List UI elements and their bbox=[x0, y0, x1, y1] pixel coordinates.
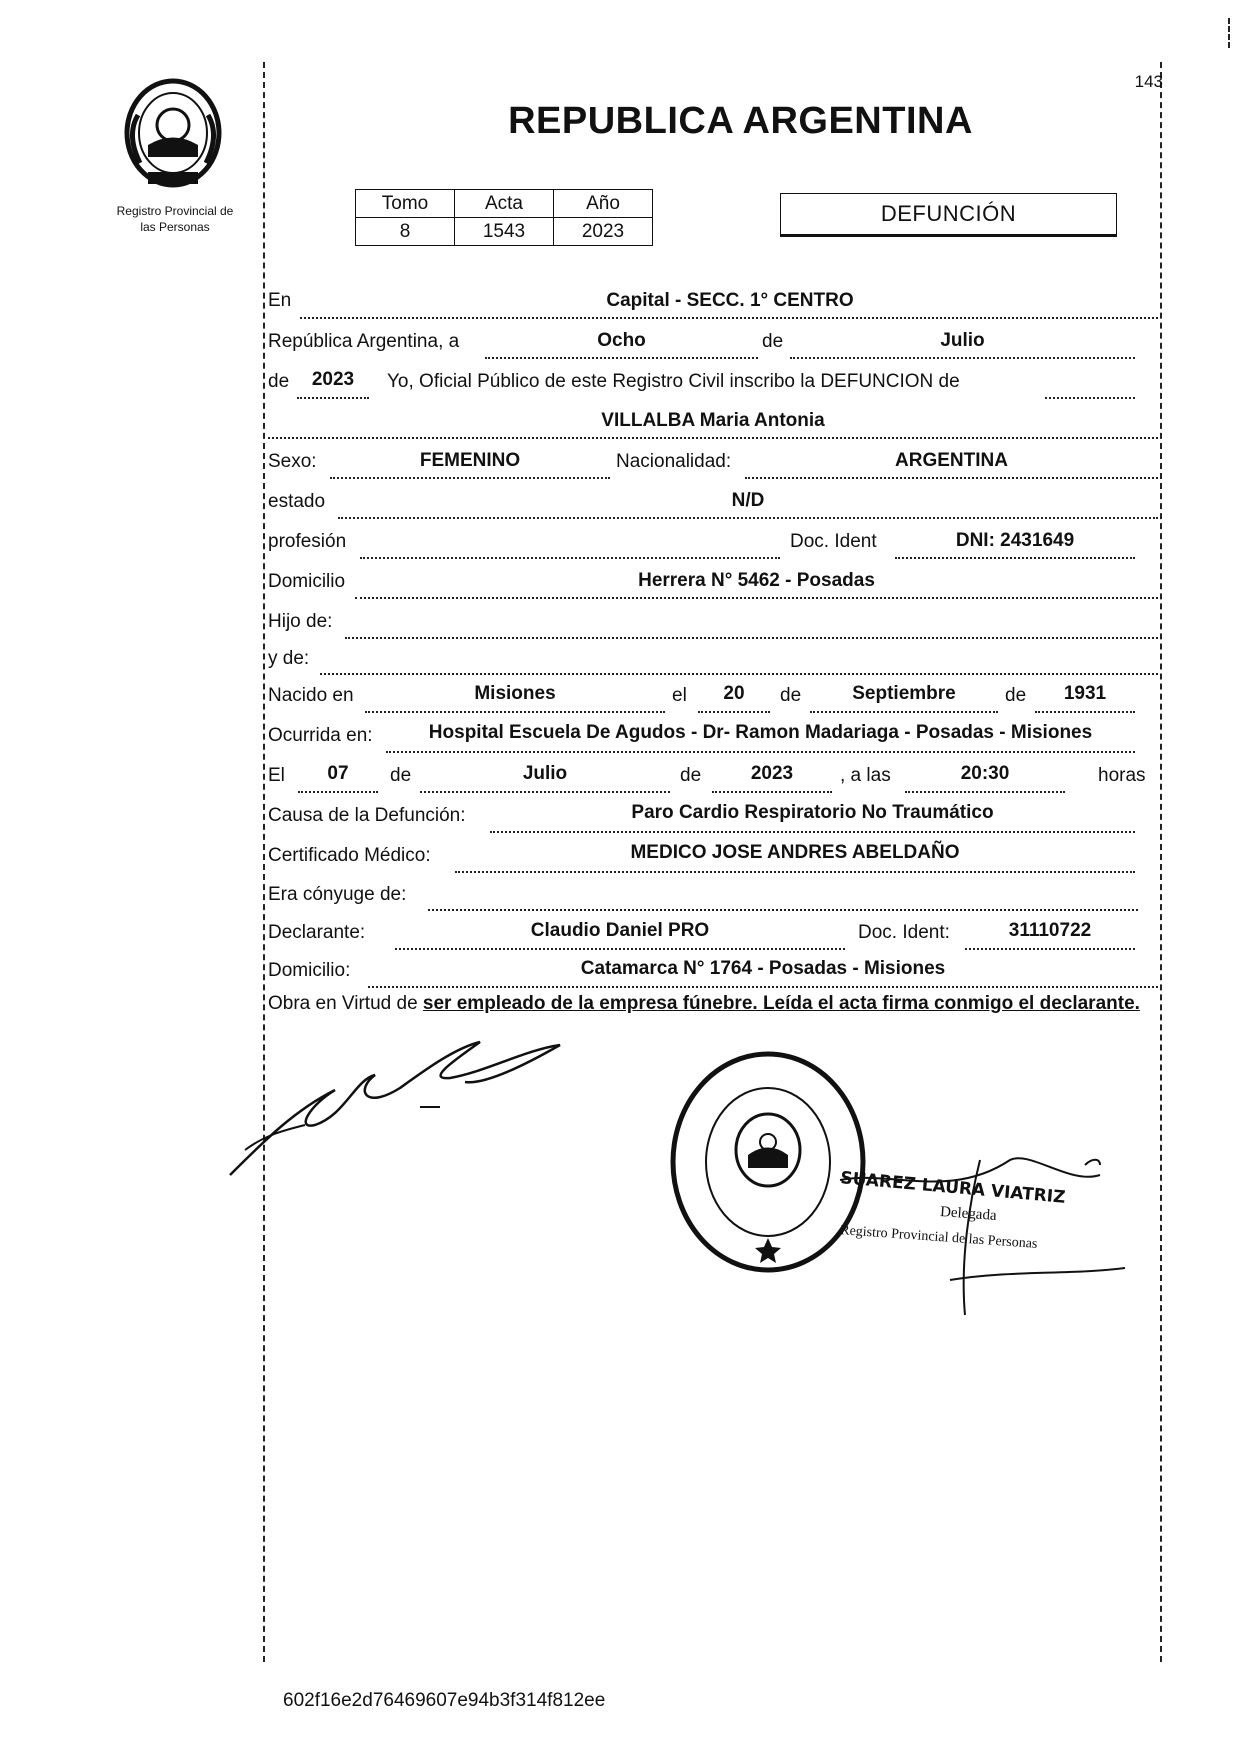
def-ano-dots bbox=[712, 791, 832, 793]
profesion-dots bbox=[360, 557, 780, 559]
nac-dia-dots bbox=[698, 711, 770, 713]
profesion-label: profesión bbox=[268, 531, 347, 552]
estado-value: N/D bbox=[731, 490, 765, 511]
nacido-label: Nacido en bbox=[268, 685, 354, 706]
nacionalidad-value: ARGENTINA bbox=[895, 450, 1008, 471]
cert-value: MEDICO JOSE ANDRES ABELDAÑO bbox=[630, 842, 960, 863]
domicilio-label: Domicilio bbox=[268, 571, 346, 592]
tomo-header: Tomo bbox=[356, 190, 455, 218]
def-dia: 07 bbox=[327, 763, 349, 784]
declarant-signature bbox=[225, 1030, 605, 1180]
official-role: Delegada bbox=[939, 1204, 998, 1224]
de-label-1: de bbox=[762, 331, 784, 352]
year-value: 2023 bbox=[311, 369, 355, 390]
nac-mes-dots bbox=[810, 711, 998, 713]
el-label: el bbox=[672, 685, 687, 706]
el2-label: El bbox=[268, 765, 285, 786]
decl-doc-dots bbox=[965, 948, 1135, 950]
domicilio-value: Herrera N° 5462 - Posadas bbox=[638, 570, 875, 591]
name-dots bbox=[268, 437, 1158, 439]
yde-label: y de: bbox=[268, 648, 310, 669]
def-de-2: de bbox=[680, 765, 702, 786]
obra-text: ser empleado de la empresa fúnebre. Leída el acta firma conmigo el declarante. bbox=[422, 993, 1140, 1014]
en-label: En bbox=[268, 290, 292, 311]
acta-value: 1543 bbox=[455, 218, 554, 246]
nac-ano: 1931 bbox=[1063, 683, 1107, 704]
edge-mark bbox=[1228, 18, 1230, 48]
doc-dots bbox=[895, 557, 1135, 559]
de-label-2: de bbox=[268, 371, 290, 392]
def-ano: 2023 bbox=[750, 763, 794, 784]
obra-paragraph bbox=[268, 990, 1158, 1017]
nac-dia: 20 bbox=[723, 683, 745, 704]
republica-label: República Argentina, a bbox=[268, 331, 460, 352]
decl-dom-value: Catamarca N° 1764 - Posadas - Misiones bbox=[580, 958, 946, 979]
estado-dots bbox=[338, 517, 1158, 519]
en-dots bbox=[300, 317, 1158, 319]
country-title: REPUBLICA ARGENTINA bbox=[508, 100, 973, 142]
day-word: Ocho bbox=[597, 330, 646, 351]
ocurrida-value: Hospital Escuela De Agudos - Dr- Ramon Madariaga - Posadas - Misiones bbox=[428, 722, 1093, 743]
estado-label: estado bbox=[268, 491, 326, 512]
nac-de-2: de bbox=[1005, 685, 1027, 706]
obra-prefix: Obra en Virtud de bbox=[268, 993, 418, 1014]
causa-value: Paro Cardio Respiratorio No Traumático bbox=[631, 802, 994, 823]
inscribo-text: Yo, Oficial Público de este Registro Civil inscribo la DEFUNCION de bbox=[387, 371, 960, 392]
decl-doc-label: Doc. Ident: bbox=[858, 922, 950, 943]
sexo-value: FEMENINO bbox=[419, 450, 521, 471]
registry-label-line2: las Personas bbox=[140, 220, 210, 234]
nacido-dots bbox=[365, 711, 665, 713]
official-name: SUAREZ LAURA VIATRIZ bbox=[839, 1168, 1067, 1208]
hijo-label: Hijo de: bbox=[268, 611, 333, 632]
deceased-name: VILLALBA Maria Antonia bbox=[601, 410, 825, 431]
year-dots bbox=[297, 397, 369, 399]
left-border-line bbox=[263, 62, 265, 1662]
nacionalidad-dots bbox=[745, 477, 1158, 479]
day-dots bbox=[485, 357, 758, 359]
nac-ano-dots bbox=[1035, 711, 1135, 713]
def-mes-dots bbox=[420, 791, 670, 793]
ano-header: Año bbox=[554, 190, 653, 218]
declarante-label: Declarante: bbox=[268, 922, 366, 943]
acta-header: Acta bbox=[455, 190, 554, 218]
en-value: Capital - SECC. 1° CENTRO bbox=[606, 290, 854, 311]
registry-label bbox=[85, 203, 265, 235]
conyuge-label: Era cónyuge de: bbox=[268, 884, 407, 905]
causa-label: Causa de la Defunción: bbox=[268, 805, 466, 826]
cert-label: Certificado Médico: bbox=[268, 845, 431, 866]
def-hora-dots bbox=[905, 791, 1065, 793]
tomo-value: 8 bbox=[356, 218, 455, 246]
alas-label: , a las bbox=[840, 765, 891, 786]
month-dots bbox=[790, 357, 1135, 359]
doc-value: DNI: 2431649 bbox=[955, 530, 1075, 551]
def-hora: 20:30 bbox=[960, 763, 1010, 784]
ocurrida-label: Ocurrida en: bbox=[268, 725, 373, 746]
registry-label-line1: Registro Provincial de bbox=[116, 204, 234, 218]
nacionalidad-label: Nacionalidad: bbox=[616, 451, 732, 472]
declarante-dots bbox=[395, 948, 845, 950]
province-seal-icon bbox=[118, 75, 228, 193]
sexo-label: Sexo: bbox=[268, 451, 317, 472]
document-hash: 602f16e2d76469607e94b3f314f812ee bbox=[283, 1690, 606, 1711]
declarante-value: Claudio Daniel PRO bbox=[530, 920, 710, 941]
decl-doc-value: 31110722 bbox=[1008, 920, 1092, 941]
ocurrida-dots bbox=[386, 751, 1135, 753]
yde-dots bbox=[320, 673, 1158, 675]
doc-label: Doc. Ident bbox=[790, 531, 877, 552]
record-type-box: DEFUNCIÓN bbox=[780, 193, 1117, 237]
def-de-1: de bbox=[390, 765, 412, 786]
domicilio-dots bbox=[355, 597, 1158, 599]
def-dia-dots bbox=[298, 791, 378, 793]
page-number: 143 bbox=[1134, 72, 1163, 91]
nacido-lugar: Misiones bbox=[474, 683, 556, 704]
decl-dom-label: Domicilio: bbox=[268, 960, 351, 981]
decl-dom-dots bbox=[368, 986, 1158, 988]
hijo-dots bbox=[345, 637, 1158, 639]
nac-de-1: de bbox=[780, 685, 802, 706]
record-table bbox=[355, 189, 653, 246]
inscribo-dots bbox=[1045, 397, 1135, 399]
official-office: Registro Provincial de las Personas bbox=[839, 1223, 1038, 1252]
causa-dots bbox=[490, 831, 1135, 833]
conyuge-dots bbox=[428, 909, 1138, 911]
month-value: Julio bbox=[940, 330, 985, 351]
cert-dots bbox=[455, 871, 1135, 873]
def-mes: Julio bbox=[522, 763, 568, 784]
right-border-line bbox=[1160, 62, 1162, 1662]
sexo-dots bbox=[330, 477, 610, 479]
ano-value: 2023 bbox=[554, 218, 653, 246]
nac-mes: Septiembre bbox=[852, 683, 956, 704]
horas-label: horas bbox=[1098, 765, 1146, 786]
